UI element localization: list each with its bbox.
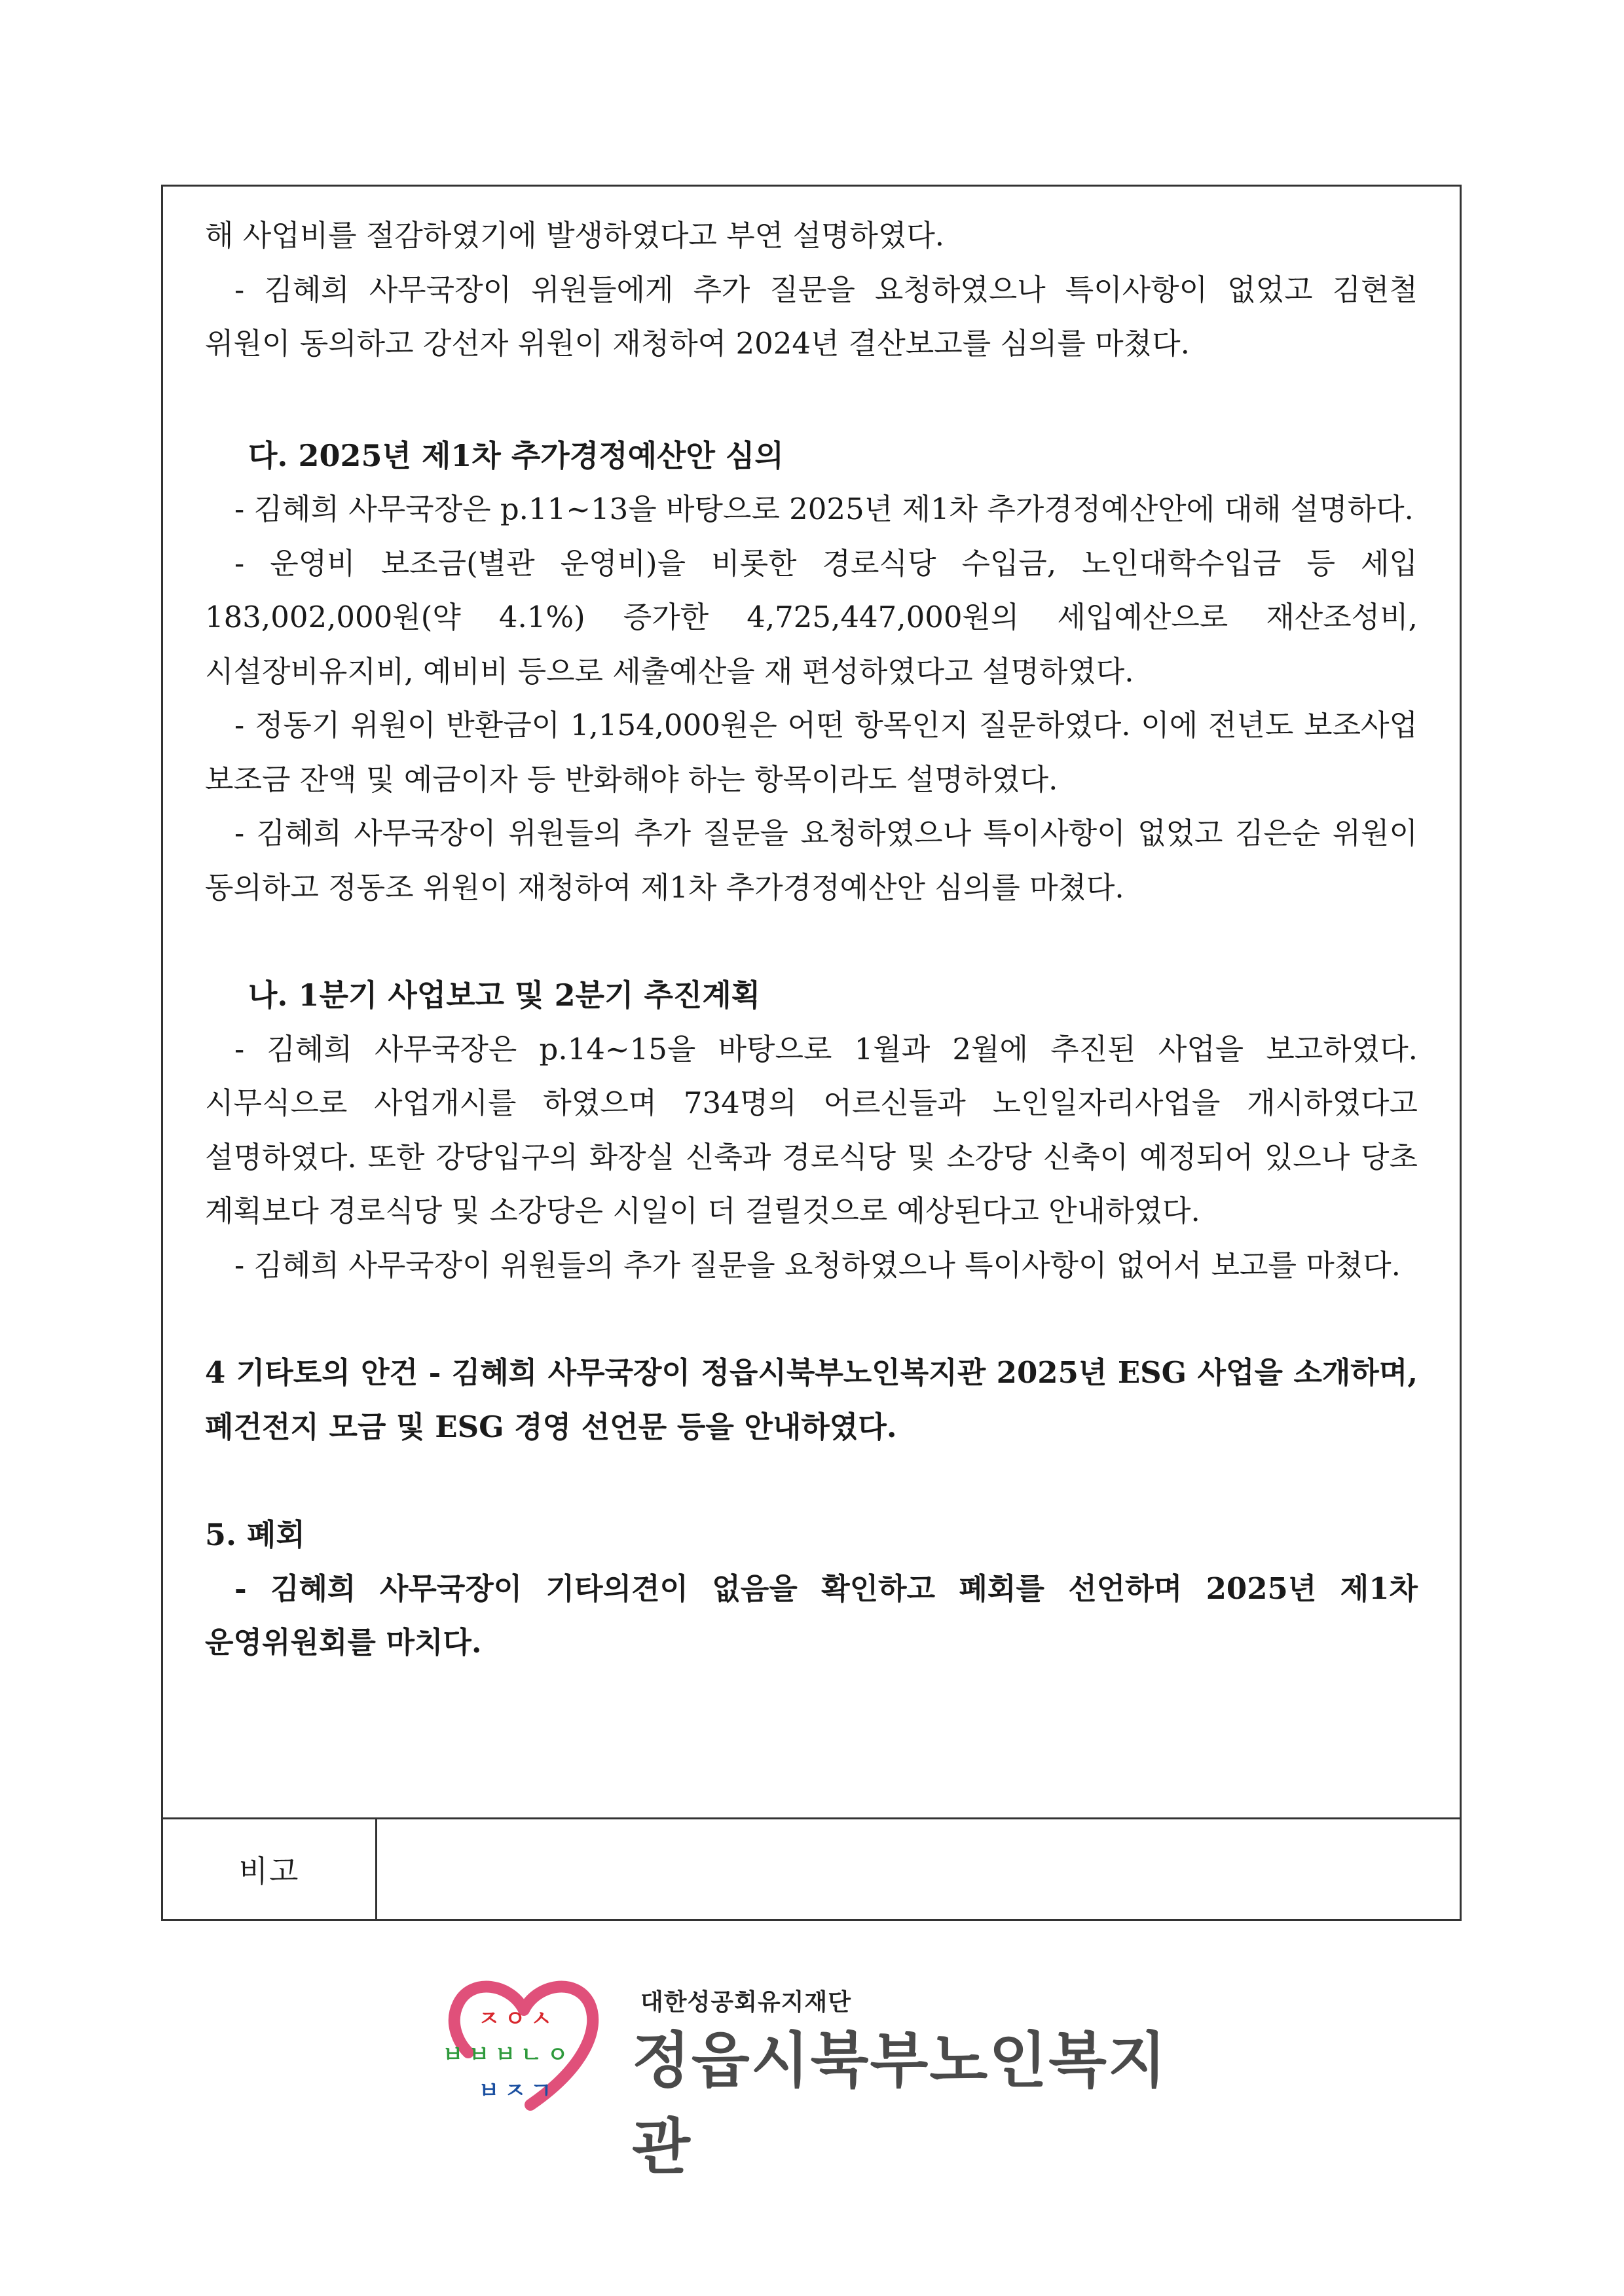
logo-mark-letter: ㄱ: [530, 2078, 552, 2104]
section-other-agenda: 4 기타토의 안건 - 김혜희 사무국장이 정읍시북부노인복지관 2025년 ESG 사업을 소개하며, 폐건전지 모금 및 ESG 경영 선언문 등을 안내하였다.: [205, 1355, 1418, 1444]
paragraph-settlement-conclusion: - 김혜희 사무국장이 위원들에게 추가 질문을 요청하였으나 특이사항이 없었고 김현철 위원이 동의하고 강선자 위원이 재청하여 2024년 결산보고를 심의를 마쳤다.: [205, 272, 1418, 361]
heart-logo-icon: [432, 1971, 616, 2115]
remarks-label: 비고: [163, 1819, 377, 1919]
logo-mark-letter: ㅇ: [547, 2042, 568, 2068]
remarks-value: [377, 1819, 1460, 1919]
budget-item-1: - 김혜희 사무국장은 p.11~13을 바탕으로 2025년 제1차 추가경정예산안에 대해 설명하다.: [234, 492, 1414, 526]
report-item-2: - 김혜희 사무국장이 위원들의 추가 질문을 요청하였으나 특이사항이 없어서 보고를 마쳤다.: [234, 1247, 1401, 1283]
logo-mark-letter: ㅇ: [504, 2006, 526, 2032]
logo-mark-letter: ㅂ: [478, 2078, 500, 2104]
organization-logo: [432, 1971, 1218, 2182]
logo-organization-name: 정읍시북부노인복지관: [632, 2026, 1168, 2182]
budget-item-4: - 김혜희 사무국장이 위원들의 추가 질문을 요청하였으나 특이사항이 없었고 김은순 위원이 동의하고 정동조 위원이 재청하여 제1차 추가경정예산안 심의를 마쳤다.: [205, 816, 1418, 905]
section-heading-closing: 5. 폐회: [205, 1517, 305, 1552]
logo-mark-letter: ㄴ: [521, 2042, 542, 2068]
budget-item-2: - 운영비 보조금(별관 운영비)을 비롯한 경로식당 수입금, 노인대학수입금 등 세입 183,002,000원(약 4.1%) 증가한 4,725,447,000원의 세입예산으로 재산조성비, 시설장비유지비, 예비비 등으로 세출예산을 재 편성하였다고 설명하였다.: [205, 545, 1418, 689]
logo-mark-letter: ㅂ: [468, 2042, 490, 2068]
logo-mark-letter: ㅈ: [478, 2006, 500, 2032]
paragraph-continuation: 해 사업비를 절감하였기에 발생하였다고 부연 설명하였다.: [205, 218, 945, 253]
logo-mark-letter: ㅅ: [530, 2006, 552, 2032]
remarks-row: [163, 1819, 1460, 1919]
logo-subtitle: 대한성공회유지재단: [640, 1989, 851, 2016]
logo-mark-letter: ㅂ: [494, 2042, 516, 2068]
logo-mark-letter: ㅂ: [442, 2042, 464, 2068]
closing-text: - 김혜희 사무국장이 기타의견이 없음을 확인하고 폐회를 선언하며 2025년 제1차 운영위원회를 마치다.: [205, 1571, 1418, 1660]
minutes-table: [161, 185, 1462, 1921]
budget-item-3: - 정동기 위원이 반환금이 1,154,000원은 어떤 항목인지 질문하였다. 이에 전년도 보조사업 보조금 잔액 및 예금이자 등 반화해야 하는 항목이라도 설명하였다.: [205, 708, 1418, 797]
section-heading-quarter-report: 나. 1분기 사업보고 및 2분기 추진계획: [248, 977, 761, 1013]
minutes-content-cell: [163, 187, 1460, 1819]
section-heading-supplementary-budget: 다. 2025년 제1차 추가경정예산안 심의: [248, 437, 784, 473]
logo-mark-letter: ㅈ: [504, 2078, 526, 2104]
report-item-1: - 김혜희 사무국장은 p.14~15을 바탕으로 1월과 2월에 추진된 사업을 보고하였다. 시무식으로 사업개시를 하였으며 734명의 어르신들과 노인일자리사업을 개시하였다고 설명하였다. 또한 강당입구의 화장실 신축과 경로식당 및 소강당 신축이 예정되어 있으나 당초 계획보다 경로식당 및 소강당은 시일이 더 걸릴것으로 예상된다고 안내하였다.: [205, 1031, 1418, 1228]
